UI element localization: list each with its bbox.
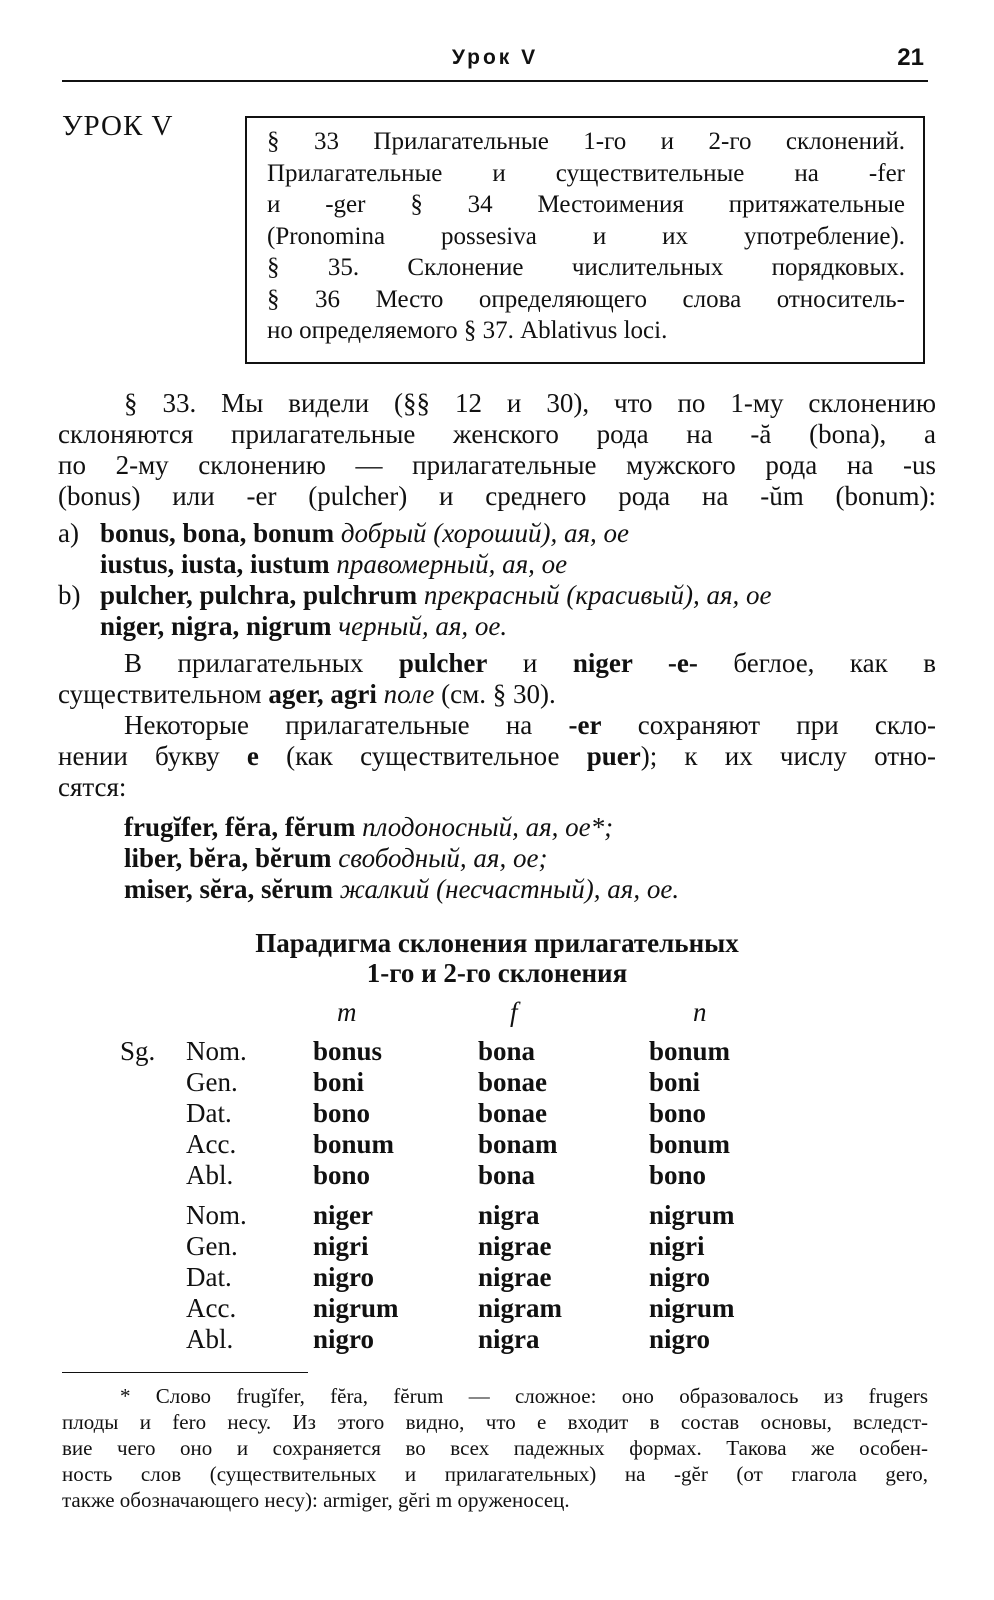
case-label: Dat. (186, 1098, 232, 1128)
text-line: существительном ager, agri поле (см. § 30). (58, 679, 556, 709)
form-m: niger (313, 1200, 373, 1230)
text-line: (bonus) или -er (pulcher) и среднего рода на -ŭm (bonum): (58, 481, 936, 511)
form-n: nigrum (649, 1293, 735, 1323)
form-n: bono (649, 1160, 707, 1190)
gender-header-n: n (693, 997, 707, 1027)
form-f: bonam (478, 1129, 558, 1159)
table-title-line: Парадигма склонения прилагательных (255, 928, 739, 958)
contents-line: § 36 Место определяющего слова относитель- (267, 285, 905, 313)
footnote (62, 1383, 928, 1513)
latin-form: miser, sĕra, sĕrum (124, 874, 333, 904)
translation: добрый (хороший), ая, ое (340, 518, 630, 548)
text-line: сятся: (58, 772, 127, 802)
latin-form: frugĭfer, fĕra, fĕrum (124, 812, 356, 842)
form-f: bonae (478, 1098, 548, 1128)
form-m: nigro (313, 1262, 375, 1292)
translation: черный, ая, ое. (338, 611, 508, 641)
translation: правомерный, ая, ое (336, 549, 568, 579)
text-line: нении букву e (как существительное puer); к их числу отно- (58, 741, 936, 771)
form-n: bono (649, 1098, 707, 1128)
page-number: 21 (897, 44, 924, 71)
lesson-contents-box (245, 116, 925, 364)
contents-line: и -ger § 34 Местоимения притяжательные (267, 191, 905, 218)
form-f: bona (478, 1036, 536, 1066)
form-m: bonum (313, 1129, 395, 1159)
form-f: bonae (478, 1067, 548, 1097)
form-n: boni (649, 1067, 701, 1097)
form-m: nigro (313, 1324, 375, 1354)
translation: плодоносный, ая, ое*; (362, 812, 614, 842)
gender-header-m: m (337, 997, 357, 1027)
form-f: nigrae (478, 1231, 552, 1261)
footnote-line: вие чего оно и сохраняется во всех падежных формах. Такова же особен- (62, 1436, 928, 1460)
footnote-divider (62, 1372, 308, 1373)
paragraph-33 (58, 388, 936, 512)
latin-form: niger, nigra, nigrum (100, 611, 332, 641)
paragraph-er-adjectives (58, 710, 936, 803)
form-n: bonum (649, 1129, 731, 1159)
footnote-line: ность слов (существительных и прилагательных) на -gĕr (от глагола gero, (62, 1462, 928, 1486)
example-label: b) (58, 580, 81, 610)
form-m: bono (313, 1098, 371, 1128)
example-label: a) (58, 518, 79, 548)
translation: жалкий (несчастный), ая, ое. (339, 874, 680, 904)
contents-line: § 33 Прилагательные 1-го и 2-го склонений. (267, 128, 905, 155)
case-label: Gen. (186, 1231, 238, 1261)
form-n: nigri (649, 1231, 705, 1261)
latin-form: pulcher, pulchra, pulchrum (100, 580, 418, 610)
contents-line: (Pronomina possesiva и их употребление). (267, 222, 905, 250)
form-m: nigrum (313, 1293, 399, 1323)
form-f: nigra (478, 1200, 540, 1230)
translation: свободный, ая, ое; (338, 843, 548, 873)
form-m: boni (313, 1067, 365, 1097)
form-n: nigro (649, 1324, 711, 1354)
word-list (124, 812, 679, 905)
running-title: Урок V (451, 46, 539, 69)
word-row (124, 874, 679, 905)
case-label: Nom. (186, 1036, 247, 1066)
contents-line: но определяемого § 37. Ablativus loci. (267, 317, 668, 344)
contents-line: § 35. Склонение числительных порядковых. (267, 254, 905, 281)
footnote-line: плоды и fero несу. Из этого видно, что e входит в состав основы, вследст- (62, 1410, 928, 1434)
case-label: Dat. (186, 1262, 232, 1292)
text-line: по 2-му склонению — прилагательные мужского рода на -us (58, 450, 936, 480)
table-title-line: 1-го и 2-го склонения (366, 958, 628, 988)
footnote-line: также обозначающего несу): armiger, gĕri m оруженосец. (62, 1488, 570, 1512)
contents-line: Прилагательные и существительные на -fer (267, 159, 905, 187)
translation: прекрасный (красивый), ая, ое (423, 580, 772, 610)
form-f: nigra (478, 1324, 540, 1354)
paragraph-fleeting-e (58, 648, 936, 710)
text-line: В прилагательных pulcher и niger -e- беглое, как в (124, 648, 936, 678)
latin-form: iustus, iusta, iustum (100, 549, 330, 579)
text-line: Некоторые прилагательные на -er сохраняют при скло- (124, 710, 937, 740)
form-m: nigri (313, 1231, 369, 1261)
case-label: Abl. (186, 1324, 234, 1354)
case-label: Acc. (186, 1129, 237, 1159)
form-f: nigram (478, 1293, 562, 1323)
case-label: Acc. (186, 1293, 237, 1323)
form-m: bonus (313, 1036, 383, 1066)
word-row (124, 843, 679, 874)
case-label: Abl. (186, 1160, 234, 1190)
word-row (124, 812, 679, 843)
form-m: bono (313, 1160, 371, 1190)
latin-form: liber, bĕra, bĕrum (124, 843, 332, 873)
form-f: nigrae (478, 1262, 552, 1292)
case-label: Gen. (186, 1067, 238, 1097)
case-label: Nom. (186, 1200, 247, 1230)
text-line: § 33. Мы видели (§§ 12 и 30), что по 1-му склонению (124, 388, 936, 418)
form-n: bonum (649, 1036, 731, 1066)
form-n: nigrum (649, 1200, 735, 1230)
lesson-title: УРОК V (62, 110, 174, 142)
form-f: bona (478, 1160, 536, 1190)
number-label: Sg. (120, 1036, 156, 1066)
form-n: nigro (649, 1262, 711, 1292)
latin-form: bonus, bona, bonum (100, 518, 335, 548)
text-line: склоняются прилагательные женского рода на -ă (bona), а (58, 419, 936, 449)
running-header (62, 44, 928, 82)
gender-header-f: f (510, 997, 518, 1027)
footnote-line: * Слово frugĭfer, fĕra, fĕrum — сложное: оно образовалось из frugers (120, 1384, 928, 1408)
